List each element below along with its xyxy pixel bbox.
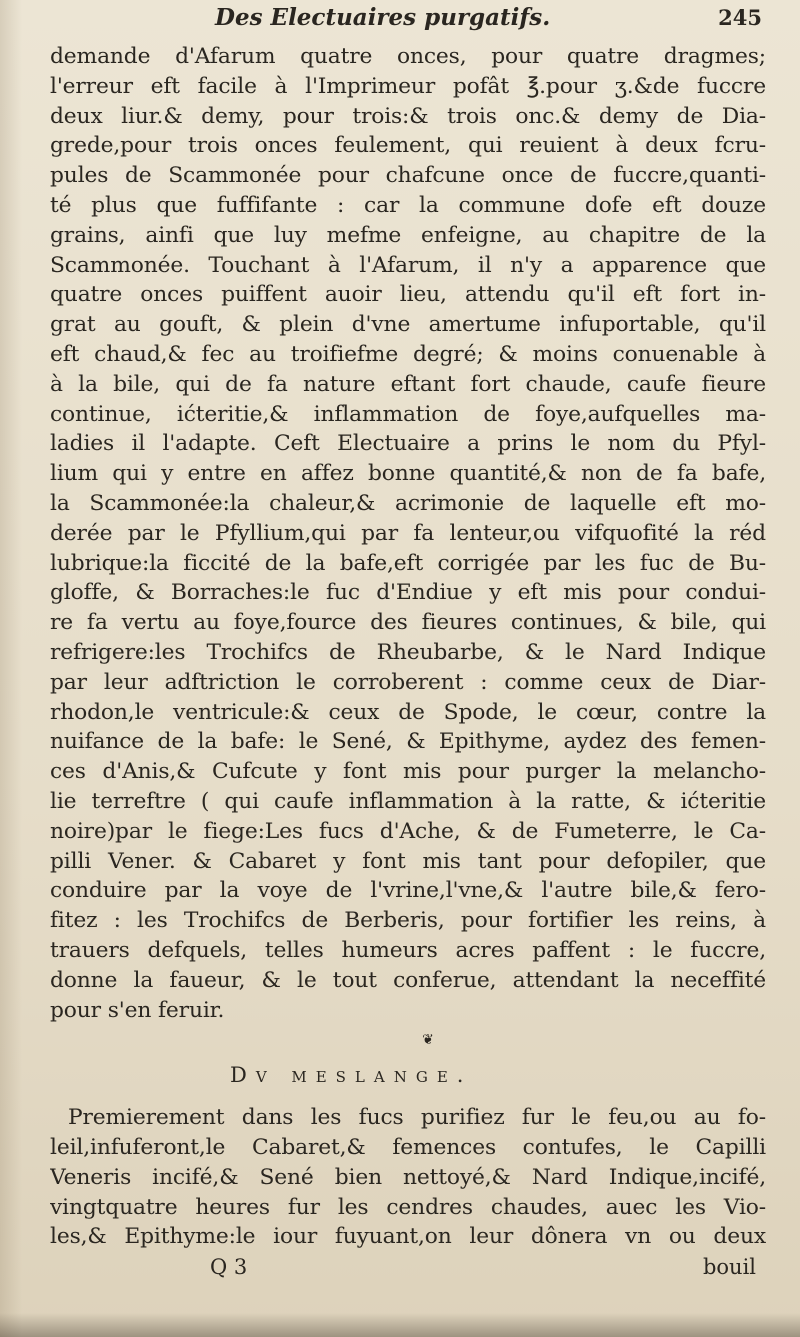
- paragraph-2: [50, 1103, 766, 1252]
- page-footer: [50, 1252, 766, 1282]
- text-line: Veneris incifé,& Sené bien nettoyé,& Nard Indique,incifé,: [50, 1164, 766, 1190]
- catchword: bouil: [702, 1255, 756, 1280]
- text-line: Scammonée. Touchant à l'Afarum, il n'y a apparence que: [50, 252, 766, 278]
- text-line: donne la faueur, & le tout conferue, attendant la neceffité: [50, 967, 766, 993]
- text-line: noire)par le fiege:Les fucs d'Ache, & de Fumeterre, le Ca-: [50, 818, 766, 844]
- text-line: gloffe, & Borraches:le fuc d'Endiue y eft mis pour condui-: [50, 580, 766, 606]
- text-line: lium qui y entre en affez bonne quantité,& non de fa bafe,: [50, 461, 766, 487]
- text-line: les,& Epithyme:le iour fuyuant,on leur dônera vn ou deux: [50, 1224, 766, 1250]
- text-line: conduire par la voye de l'vrine,l'vne,& l'autre bile,& fero-: [50, 878, 766, 904]
- text-line: pour s'en feruir.: [50, 997, 225, 1023]
- text-line: té plus que fuffifante : car la commune dofe eft douze: [50, 192, 766, 218]
- fleuron-icon: ❦: [422, 1032, 434, 1049]
- text-line: grede,pour trois onces feulement, qui reuient à deux fcru-: [50, 133, 766, 159]
- text-line: Premierement dans les fucs purifiez fur le feu,ou au fo-: [68, 1105, 766, 1131]
- text-line: eft chaud,& fec au troifiefme degré; & moins conuenable à: [50, 341, 766, 367]
- text-line: trauers defquels, telles humeurs acres paffent : le fuccre,: [50, 937, 766, 963]
- text-line: nuifance de la bafe: le Sené, & Epithyme, aydez des femen-: [50, 729, 766, 755]
- text-line: pilli Vener. & Cabaret y font mis tant pour defopiler, que: [50, 848, 766, 874]
- text-line: ces d'Anis,& Cufcute y font mis pour purger la melancho-: [50, 759, 766, 785]
- text-line: lie terreftre ( qui caufe inflammation à la ratte, & ićteritie: [50, 788, 766, 814]
- text-line: derée par le Pfyllium,qui par fa lenteur,ou vifquofité la réd: [50, 520, 766, 546]
- text-line: continue, ićteritie,& inflammation de foye,aufquelles ma-: [50, 401, 766, 427]
- signature-mark: Q 3: [210, 1255, 248, 1280]
- text-line: fitez : les Trochifcs de Berberis, pour fortifier les reins, à: [50, 908, 766, 934]
- running-title: Des Electuaires purgatifs.: [215, 4, 551, 31]
- text-line: pules de Scammonée pour chafcune once de fuccre,quanti-: [50, 163, 766, 189]
- running-head: [50, 0, 766, 42]
- text-line: leil,infuferont,le Cabaret,& femences contufes, le Capilli: [50, 1135, 766, 1161]
- text-line: grat au gouft, & plein d'vne amertume infuportable, qu'il: [50, 312, 766, 338]
- page-edge-shadow: [0, 1313, 800, 1337]
- text-line: par leur adftriction le corroberent : comme ceux de Diar-: [50, 669, 766, 695]
- text-line: re fa vertu au foye,fource des fieures continues, & bile, qui: [50, 610, 766, 636]
- paragraph-1: [50, 42, 766, 1025]
- text-line: à la bile, qui de fa nature eftant fort chaude, caufe fieure: [50, 371, 766, 397]
- text-line: refrigere:les Trochifcs de Rheubarbe, & le Nard Indique: [50, 639, 766, 665]
- text-line: rhodon,le ventricule:& ceux de Spode, le cœur, contre la: [50, 699, 766, 725]
- page-number: 245: [718, 5, 762, 30]
- section-title: Dv meslange.: [230, 1063, 473, 1088]
- text-line: l'erreur eft facile à l'Imprimeur pofât ℥.pour ʒ.&de fuccre: [50, 73, 766, 99]
- text-line: demande d'Afarum quatre onces, pour quatre dragmes;: [50, 44, 766, 69]
- text-line: la Scammonée:la chaleur,& acrimonie de laquelle eft mo-: [50, 490, 766, 516]
- text-line: quatre onces puiffent auoir lieu, attendu qu'il eft fort in-: [50, 282, 766, 308]
- text-line: grains, ainfi que luy mefme enfeigne, au chapitre de la: [50, 222, 766, 248]
- text-line: ladies il l'adapte. Ceft Electuaire a prins le nom du Pfyl-: [50, 431, 766, 457]
- text-line: lubrique:la ficcité de la bafe,eft corrigée par les fuc de Bu-: [50, 550, 766, 576]
- text-line: deux liur.& demy, pour trois:& trois onc.& demy de Dia-: [50, 103, 766, 129]
- text-line: vingtquatre heures fur les cendres chaudes, auec les Vio-: [50, 1194, 766, 1220]
